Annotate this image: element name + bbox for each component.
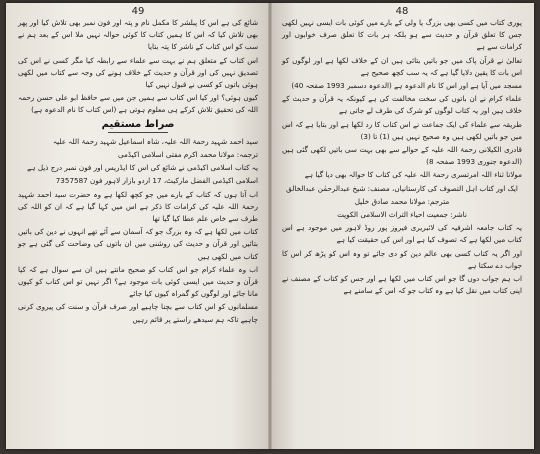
paragraph: یہ کتاب جامعہ اشرفیہ کی لائبریری فیروز پور روڈ لاہور میں موجود ہے اس کتاب میں لکھا ہے کہ تصوف کیا ہے اور اس کی حقیقت کیا ہے — [282, 223, 522, 245]
page-body — [282, 17, 522, 297]
paragraph: اب ہم جواب دوں گا جو اس کتاب میں لکھا ہے اور جس کو کتاب کے مصنف نے اپنی کتاب میں نقل کیا ہے وہ کتاب جو کہ اس کے سامنے ہے — [282, 274, 522, 296]
paragraph: کتاب میں لکھا ہے کہ وہ بزرگ جو کہ آسمان سے آئے تھے انہوں نے دین کی باتیں بتائیں اور قرآن و حدیث کی روشنی میں ان باتوں کی وضاحت کی گئی ہے جو کتاب میں لکھی ہیں — [18, 227, 258, 261]
paragraph: اس کتاب کے متعلق ہم نے بہت سے علماء سے رابطہ کیا مگر کسی نے اس کی تصدیق نہیں کی اور قرآن و حدیث کے خلاف ہونے کی وجہ سے کتاب میں لکھی ہوئی باتوں کو کسی نے قبول نہیں کیا — [18, 55, 258, 90]
paragraph: یہ کتاب اسلامی اکیڈمی نے شائع کی اس کا ایڈریس اور فون نمبر درج ذیل ہے — [27, 163, 258, 173]
publisher-line: ناشر: جمعیت احیاء التراث الاسلامی الکویت — [337, 210, 467, 220]
page-number: 48 — [395, 6, 409, 17]
paragraph: پوری کتاب میں کسی بھی بزرگ یا ولی کے بارے میں کوئی بات ایسی نہیں لکھی جس کا تعلق قرآن و حدیث سے ہو بلکہ ہر بات کا تعلق صرف خوابوں اور کرامات سے ہے — [282, 18, 522, 52]
paragraph: اب آتا ہوں کہ کتاب کے بارے میں جو کچھ لکھا ہے وہ حضرت سید احمد شہید رحمۃ اللہ علیہ کی کرامات کا ذکر ہے اس میں کہا گیا ہے کہ ان کو اللہ کی طرف سے خاص علم عطا کیا گیا تھا — [18, 189, 258, 224]
paragraph: قادری الکیلانی رحمۃ اللہ علیہ کے حوالے سے بھی بہت سی باتیں لکھی گئی ہیں (الدعوہ جنوری 1993 صفحہ 8) — [282, 145, 522, 167]
publisher-address: اسلامی اکیڈمی الفضل مارکیٹ، 17 اردو بازار لاہور فون 7357587 — [55, 176, 258, 186]
paragraph: اب وہ علماء کرام جو اس کتاب کو صحیح مانتے ہیں ان سے سوال ہے کہ کیا قرآن و حدیث میں ایسی کوئی بات موجود ہے؟ اگر نہیں تو اس کتاب کو کیوں مانا جائے اور لوگوں کو گمراہ کیوں کیا جائے — [18, 264, 258, 299]
paragraph: اور اگر یہ کتاب کسی بھی عالم دین کو دی جائے تو وہ اس کو پڑھ کر اس کا جواب دے سکتا ہے — [282, 248, 522, 270]
right-page — [270, 3, 534, 449]
paragraph: شائع کی ہے اس کا پبلشر کا مکمل نام و پتہ اور فون نمبر بھی تلاش کیا اور پھر بھی تلاش کیا کہ اس کا ہمیں کتاب کا کوئی حوالہ نہیں ملا اس کے بعد ہم نے سب کو اس کتاب کے ناشر کا پتہ بتایا — [18, 18, 258, 52]
section-heading: صراط مستقیم — [18, 119, 258, 133]
open-book — [6, 3, 534, 449]
paragraph: مسلمانوں کو اس کتاب سے بچنا چاہیے اور صرف قرآن و سنت کی پیروی کرنی چاہیے تاکہ ہم سیدھے راستے پر قائم رہیں — [18, 302, 258, 324]
book-spine — [268, 3, 272, 449]
page-body — [18, 17, 258, 326]
author-line: سید احمد شہید رحمۃ اللہ علیہ، شاہ اسماعیل شہید رحمۃ اللہ علیہ — [52, 136, 258, 146]
paragraph: کیوں ہوئی؟ اور کیا اس کتاب سے ہمیں جن میں سے حافظ ابو علی حسن رحمہ اللہ کی تحقیق تلاش کرکے ہی معلوم ہوتی ہے (اس کتاب کا نام الدعوہ ہے) — [18, 93, 258, 115]
citation: مسجد میں آیا ہے اور اس کا نام الدعوہ ہے (الدعوہ دسمبر 1993 صفحہ 40) — [291, 81, 522, 91]
translator-line: ترجمہ: مولانا محمد اکرم مفتی اسلامی اکیڈمی — [117, 150, 258, 160]
book-title-line: ایک اور کتاب اہل التصوف کی کارستانیاں، مصنف: شیخ عبدالرحمٰن عبدالخالق — [286, 183, 518, 193]
left-page — [6, 3, 270, 449]
paragraph: طریقہ سے علماء کی ایک جماعت نے اس کتاب کا رد لکھا ہے اور بتایا ہے کہ اس میں جو باتیں لکھی ہیں وہ صحیح نہیں ہیں (1) تا (3) — [282, 119, 522, 141]
translator-line: مترجم: مولانا محمد صادق خلیل — [354, 196, 450, 206]
paragraph: تعالیٰ نے قرآن پاک میں جو باتیں بتائی ہیں ان کے خلاف لکھا ہے اور لوگوں کو اس بات کا یقین دلایا گیا ہے کہ یہ سب کچھ صحیح ہے — [282, 55, 522, 77]
page-number: 49 — [131, 6, 145, 17]
paragraph: مولانا ثناء اللہ امرتسری رحمۃ اللہ علیہ کی کتاب کا حوالہ بھی دیا گیا ہے — [304, 170, 522, 180]
paragraph: علماء کرام نے ان باتوں کی سخت مخالفت کی ہے کیونکہ یہ قرآن و حدیث کے خلاف ہیں اور یہ کتاب لوگوں کو شرک کی طرف لے جاتی ہے — [282, 94, 522, 116]
